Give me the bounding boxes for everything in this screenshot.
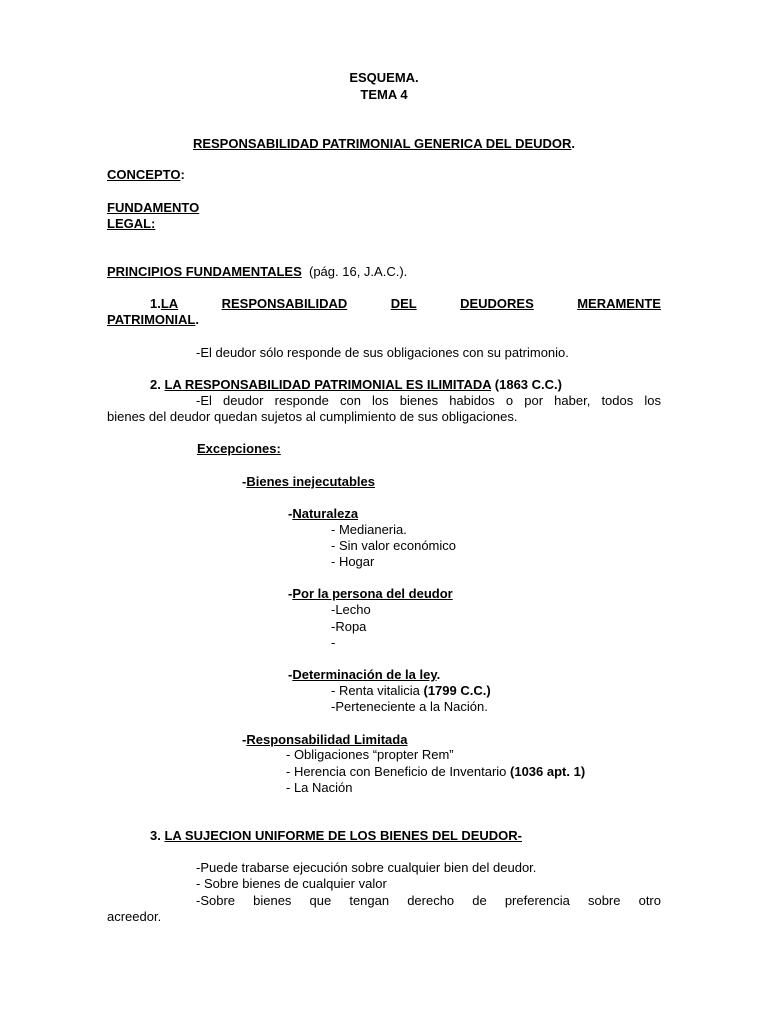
limitada-heading: -Responsabilidad Limitada (242, 732, 408, 747)
p1-number: 1. (150, 296, 161, 311)
p3-item-3-line-1 (196, 893, 661, 909)
bienes-inejecutables-label: Bienes inejecutables (246, 474, 375, 489)
p1-first-word (150, 296, 178, 312)
p1-word-1: RESPONSABILIDAD (221, 296, 348, 311)
ley-item-1 (331, 683, 491, 699)
p3-title (150, 828, 522, 844)
limitada-item-2-text: - Herencia con Beneficio de Inventario (286, 764, 511, 779)
persona-heading: -Por la persona del deudor (288, 586, 453, 601)
principios-label: PRINCIPIOS FUNDAMENTALES (107, 264, 302, 279)
p1-line2-text: PATRIMONIAL (107, 312, 196, 327)
ley-suffix: . (436, 667, 441, 682)
ley-label: Determinación de la ley (292, 667, 437, 682)
naturaleza-heading: -Naturaleza (288, 506, 359, 521)
p3-number: 3. (150, 828, 161, 843)
concepto-colon: : (180, 167, 185, 182)
principios-heading (107, 264, 407, 280)
fundamento-line-1: FUNDAMENTO (107, 200, 200, 215)
ley-item-1-text: - Renta vitalicia (331, 683, 424, 698)
naturaleza-label: Naturaleza (292, 506, 359, 521)
p2-title (150, 377, 562, 393)
p3-item-3-word-2: que (309, 893, 332, 908)
fundamento-line-2: LEGAL: (107, 216, 156, 231)
p3-item-3-word-3: tengan (349, 893, 390, 908)
persona-item-1: -Lecho (331, 602, 371, 617)
p1-line2-suffix: . (195, 312, 199, 327)
p3-item-3-line-2: acreedor. (107, 909, 162, 924)
ley-item-2: -Perteneciente a la Nación. (331, 699, 488, 714)
p3-item-3-word-7: sobre (587, 893, 621, 908)
limitada-item-2-ref: (1036 apt. 1) (510, 764, 586, 779)
header-line-1: ESQUEMA. (349, 70, 419, 85)
main-title-text: RESPONSABILIDAD PATRIMONIAL GENERICA DEL DEUDOR (192, 136, 572, 151)
p1-word-0: LA (160, 296, 179, 311)
main-title (0, 136, 768, 152)
p2-text-line-2: bienes del deudor quedan sujetos al cumplimiento de sus obligaciones. (107, 409, 518, 424)
p3-item-2: - Sobre bienes de cualquier valor (196, 876, 387, 891)
p1-word-2: DEL (390, 296, 417, 311)
ley-item-1-ref: (1799 C.C.) (423, 683, 491, 698)
p1-word-3: DEUDORES (460, 296, 534, 311)
ley-heading: -Determinación de la ley. (288, 667, 441, 682)
limitada-label: Responsabilidad Limitada (246, 732, 408, 747)
principios-ref: (pág. 16, J.A.C.). (309, 264, 408, 279)
p1-text: -El deudor sólo responde de sus obligaciones con su patrimonio. (196, 345, 569, 360)
p3-item-3-word-8: otro (638, 893, 661, 908)
p3-item-3-word-0: -Sobre (196, 893, 236, 908)
persona-label: Por la persona del deudor (292, 586, 453, 601)
p1-title-line-1 (150, 296, 661, 312)
persona-item-2: -Ropa (331, 619, 367, 634)
p3-title-text: LA SUJECION UNIFORME DE LOS BIENES DEL DEUDOR- (164, 828, 523, 843)
p3-item-3-word-6: preferencia (504, 893, 570, 908)
bienes-inejecutables-heading: -Bienes inejecutables (242, 474, 375, 489)
naturaleza-item-1: - Medianeria. (331, 522, 407, 537)
naturaleza-item-2: - Sin valor económico (331, 538, 456, 553)
p3-item-3-word-4: derecho (407, 893, 455, 908)
excepciones-heading: Excepciones: (197, 441, 281, 456)
p2-title-text: LA RESPONSABILIDAD PATRIMONIAL ES ILIMITADA (164, 377, 492, 392)
p2-text-line-1: -El deudor responde con los bienes habidos o por haber, todos los (196, 393, 661, 408)
concepto-label: CONCEPTO (107, 167, 181, 182)
p1-title-line-2 (107, 312, 199, 328)
p2-number: 2. (150, 377, 161, 392)
p3-item-3-word-5: de (472, 893, 487, 908)
p3-item-3-word-1: bienes (253, 893, 292, 908)
limitada-item-1: - Obligaciones “propter Rem” (286, 747, 454, 762)
naturaleza-item-3: - Hogar (331, 554, 375, 569)
concepto-heading (107, 167, 185, 183)
persona-item-3: - (331, 635, 336, 650)
limitada-item-2 (286, 764, 585, 780)
header-line-2: TEMA 4 (360, 87, 408, 102)
p1-word-4: MERAMENTE (577, 296, 661, 311)
limitada-item-3: - La Nación (286, 780, 353, 795)
p3-item-1: -Puede trabarse ejecución sobre cualquier bien del deudor. (196, 860, 537, 875)
p2-ref: (1863 C.C.) (494, 377, 562, 392)
main-title-suffix: . (571, 136, 576, 151)
